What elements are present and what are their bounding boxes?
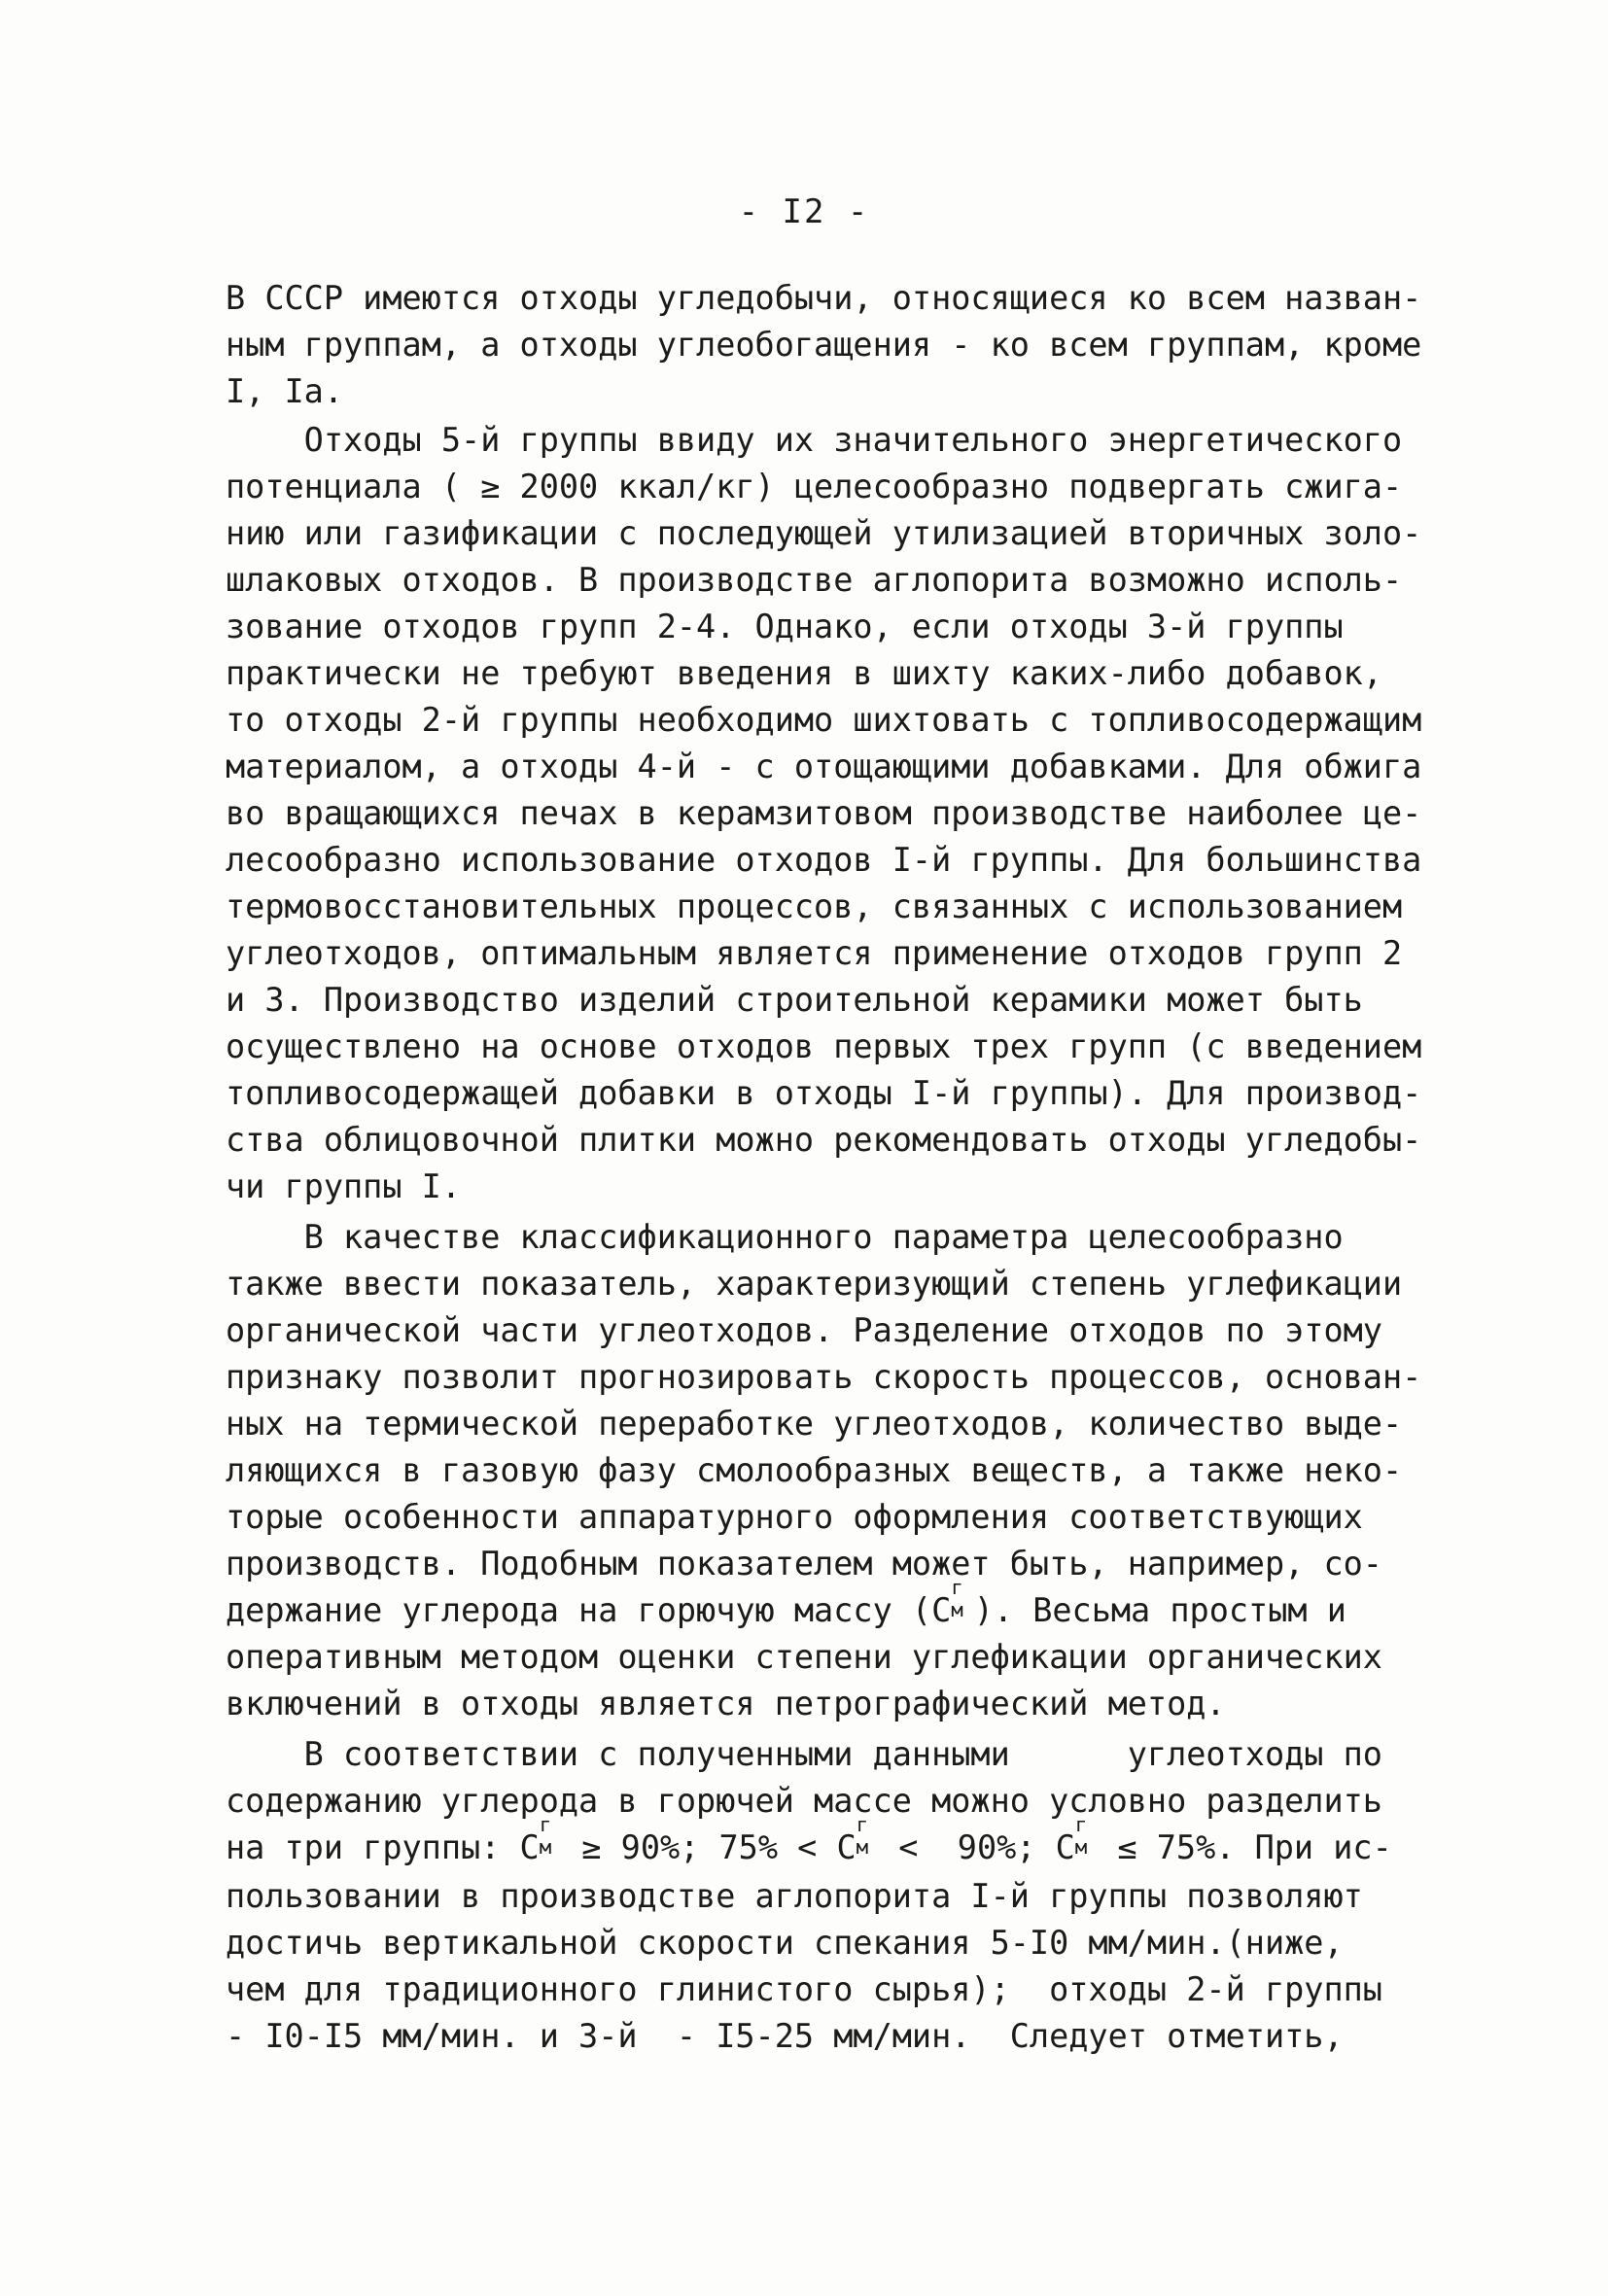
carbon-index (539, 1813, 562, 1860)
text-line: торые особенности аппаратурного оформления соответствующих (226, 1498, 1363, 1536)
text-line: пользовании в производстве аглопорита I-й группы позволяют (226, 1877, 1363, 1915)
superscript-g: г (1074, 1813, 1088, 1837)
text-line: В качестве классификационного параметра целесообразно (226, 1218, 1344, 1256)
text-line: ным группам, а отходы углеобогащения - ко всем группам, кроме (226, 326, 1422, 364)
text-line: производств. Подобным показателем может быть, например, со- (226, 1545, 1382, 1583)
subscript-m: м (856, 1834, 869, 1859)
text-line: ных на термической переработке углеотходов, количество выде- (226, 1405, 1403, 1443)
subscript-m: м (539, 1834, 552, 1859)
text-line: оперативным методом оценки степени углефикации органических (226, 1638, 1382, 1676)
text-line: во вращающихся печах в керамзитовом производстве наиболее це- (226, 794, 1422, 832)
text-line: зование отходов групп 2-4. Однако, если отходы 3-й группы (226, 608, 1344, 645)
carbon-index (856, 1813, 879, 1860)
text-segment: ≥ 90%; 75% < С (562, 1828, 856, 1866)
text-segment: держание углерода на горючую массу (С (226, 1591, 952, 1629)
text-line: лесообразно использование отходов I-й группы. Для большинства (226, 841, 1422, 879)
text-line: включений в отходы является петрографический метод. (226, 1685, 1226, 1722)
text-segment: < 90%; С (879, 1828, 1075, 1866)
text-line: ства облицовочной плитки можно рекомендовать отходы угледобы- (226, 1121, 1422, 1159)
text-line: осуществлено на основе отходов первых трех групп (с введением (226, 1027, 1422, 1065)
superscript-g: г (951, 1576, 963, 1600)
text-line: и 3. Производство изделий строительной керамики может быть (226, 981, 1363, 1019)
text-line: материалом, а отходы 4-й - с отощающими добавками. Для обжига (226, 748, 1422, 785)
text-line: Отходы 5-й группы ввиду их значительного энергетического (226, 421, 1403, 459)
text-line: чем для традиционного глинистого сырья); отходы 2-й группы (226, 1970, 1382, 2008)
text-line: топливосодержащей добавки в отходы I-й группы). Для производ- (226, 1074, 1422, 1112)
text-line: углеотходов, оптимальным является применение отходов групп 2 (226, 934, 1403, 972)
text-line: В соответствии с полученными данными углеотходы по (226, 1735, 1382, 1773)
text-line: I, Iа. (226, 372, 344, 410)
carbon-index (1074, 1813, 1098, 1860)
page-number: - I2 - (738, 192, 870, 231)
superscript-g: г (856, 1813, 869, 1837)
text-line: потенциала ( ≥ 2000 ккал/кг) целесообразно подвергать сжига- (226, 468, 1403, 505)
superscript-g: г (539, 1813, 552, 1837)
subscript-m: м (951, 1597, 963, 1621)
text-line: - I0-I5 мм/мин. и 3-й - I5-25 мм/мин. Следует отметить, (226, 2017, 1344, 2055)
text-line: достичь вертикальной скорости спекания 5-I0 мм/мин.(ниже, (226, 1924, 1344, 1962)
formula-line (226, 1576, 1346, 1634)
text-line: чи группы I. (226, 1167, 462, 1205)
text-segment: на три группы: С (226, 1828, 540, 1866)
subscript-m: м (1074, 1834, 1088, 1859)
text-line: органической части углеотходов. Разделение отходов по этому (226, 1311, 1382, 1349)
text-line: содержанию углерода в горючей массе можно условно разделить (226, 1782, 1382, 1820)
text-line: В СССР имеются отходы угледобычи, относящиеся ко всем назван- (226, 279, 1422, 317)
text-line: практически не требуют введения в шихту каких-либо добавок, (226, 654, 1382, 692)
text-line: нию или газификации с последующей утилизацией вторичных золо- (226, 514, 1422, 552)
formula-line (226, 1813, 1392, 1871)
text-line: также ввести показатель, характеризующий степень углефикации (226, 1265, 1403, 1303)
text-line: признаку позволит прогнозировать скорость процессов, основан- (226, 1358, 1422, 1396)
text-line: шлаковых отходов. В производстве аглопорита возможно исполь- (226, 561, 1403, 599)
carbon-index (951, 1576, 973, 1622)
text-line: то отходы 2-й группы необходимо шихтовать с топливосодержащим (226, 701, 1422, 739)
text-line: ляющихся в газовую фазу смолообразных веществ, а также неко- (226, 1451, 1403, 1489)
text-segment: ). Весьма простым и (973, 1591, 1346, 1629)
text-line: термовосстановительных процессов, связанных с использованием (226, 887, 1403, 925)
text-segment: ≤ 75%. При ис- (1098, 1828, 1392, 1866)
